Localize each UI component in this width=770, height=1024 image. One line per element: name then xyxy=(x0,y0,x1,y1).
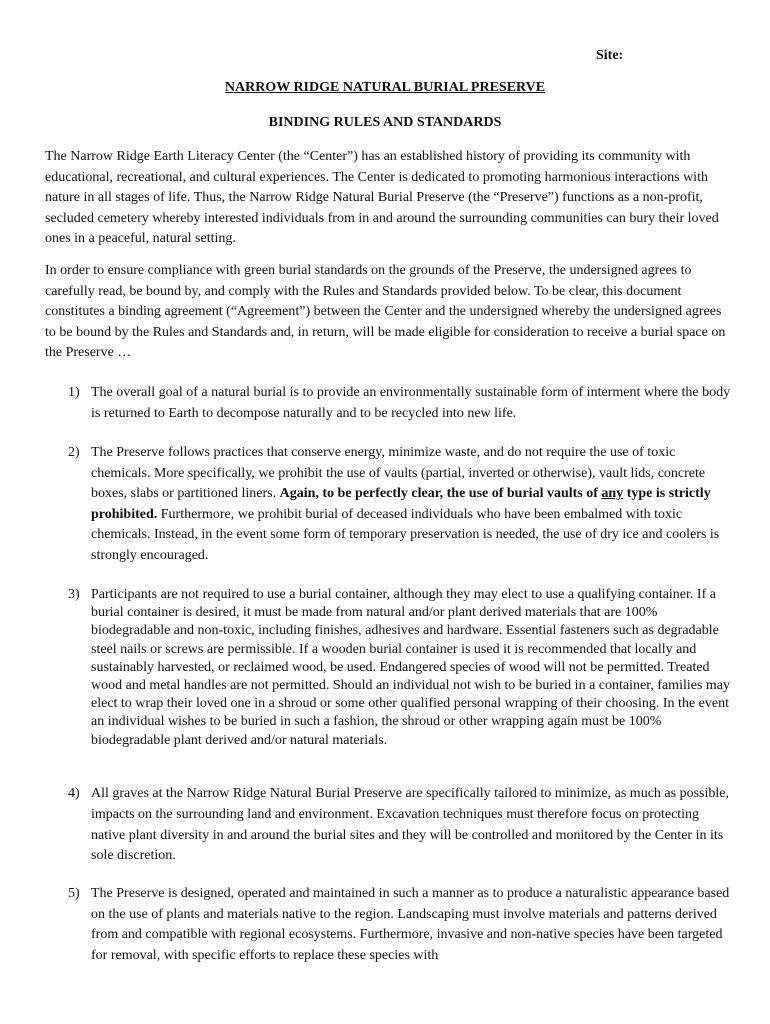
rule-number: 1) xyxy=(68,385,80,400)
rule-text: All graves at the Narrow Ridge Natural Burial Preserve are specifically tailored to minimize, as much as possible, impacts on the surrounding land and environment. Excavation techniques must therefore focus on protecting native plant diversity in and around the burial sites and they will be controlled and monitored by the Center in its sole discretion. xyxy=(91,786,729,864)
rule-number: 3) xyxy=(68,587,80,602)
rule-text: The overall goal of a natural burial is to provide an environmentally sustainable form of interment where the body is returned to Earth to decompose naturally and to be recycled into new life. xyxy=(91,385,731,421)
rule-item-5 xyxy=(45,884,735,966)
document-subtitle: BINDING RULES AND STANDARDS xyxy=(268,115,502,130)
rule-bold-part: Again, to be perfectly clear, the use of burial vaults of xyxy=(279,486,602,502)
rule-bold-underline-word: any xyxy=(601,486,624,502)
intro-paragraph-1: The Narrow Ridge Earth Literacy Center (the “Center”) has an established history of providing its community with educational, recreational, and cultural experiences. The Center is dedicated to promoting harmonious interactions with nature in all stages of life. Thus, the Narrow Ridge Natural Burial Preserve (the “Preserve”) functions as a non-profit, secluded cemetery whereby interested individuals from in and around the surrounding communities can bury their loved ones in a peaceful, natural setting. xyxy=(45,149,719,247)
document-title-text: NARROW RIDGE NATURAL BURIAL PRESERVE xyxy=(224,80,546,95)
site-label: Site: xyxy=(596,48,624,63)
rule-text: Participants are not required to use a burial container, although they may elect to use a qualifying container. If a burial container is desired, it must be made from natural and/or plant derived materials that are 100% biodegradable and non-toxic, including finishes, adhesives and hardware. Essential fasteners such as degradable steel nails or screws are permissible. If a wooden burial container is used it is recommended that locally and sustainably harvested, or reclaimed wood, be used. Endangered species of wood will not be permitted. Treated wood and metal handles are not permitted. Should an individual not wish to be buried in a container, families may elect to wrap their loved one in a shroud or some other qualified personal wrapping of their choosing. In the event an individual wishes to be buried in such a fashion, the shroud or other wrapping again must be 100% biodegradable plant derived and/or natural materials. xyxy=(91,587,731,748)
rule-item-3 xyxy=(45,586,735,750)
rule-number: 2) xyxy=(68,445,80,460)
rule-text: The Preserve is designed, operated and maintained in such a manner as to produce a naturalistic appearance based on the use of plants and materials native to the region. Landscaping must involve materials and patterns derived from and compatible with regional ecosystems. Furthermore, invasive and non-native species have been targeted for removal, with specific efforts to replace these species with xyxy=(91,886,730,963)
rule-text xyxy=(91,443,735,567)
rule-item-1 xyxy=(45,383,735,424)
rule-number: 5) xyxy=(68,886,80,901)
rule-bold-part: type is strictly prohibited. xyxy=(91,486,711,522)
intro-paragraph-2: In order to ensure compliance with green burial standards on the grounds of the Preserve, the undersigned agrees to carefully read, be bound by, and comply with the Rules and Standards provided below. To be clear, this document constitutes a binding agreement (“Agreement”) between the Center and the undersigned whereby the undersigned agrees to be bound by the Rules and Standards and, in return, will be made eligible for consideration to receive a burial space on the Preserve … xyxy=(45,263,726,361)
rule-text-part: Furthermore, we prohibit burial of deceased individuals who have been embalmed with toxic chemicals. Instead, in the event some form of temporary preservation is needed, the use of dry ice and coolers is strongly encouraged. xyxy=(91,506,720,563)
rule-number: 4) xyxy=(68,786,80,801)
rule-item-4 xyxy=(45,784,735,867)
document-title xyxy=(0,80,770,96)
rule-text-part: The Preserve follows practices that conserve energy, minimize waste, and do not require the use of toxic chemicals. More specifically, we prohibit the use of vaults (partial, inverted or otherwise), vault lids, concrete boxes, slabs or partitioned liners. xyxy=(91,445,706,502)
rule-item-2 xyxy=(45,443,735,567)
